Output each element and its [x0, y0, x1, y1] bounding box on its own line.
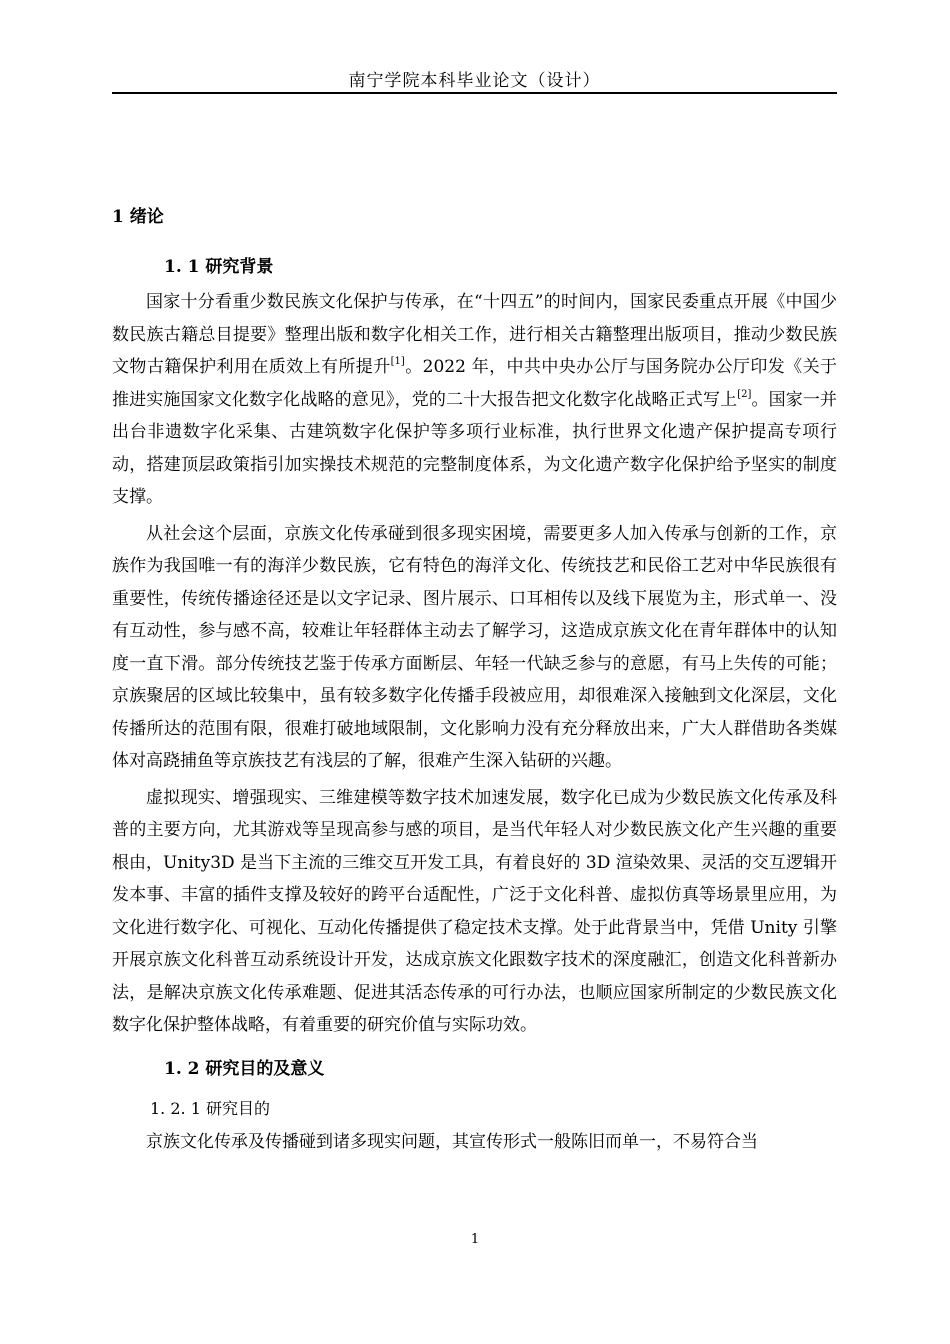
chapter-heading: 1 绪论	[112, 207, 164, 227]
paragraph-technology: 虚拟现实、增强现实、三维建模等数字技术加速发展，数字化已成为少数民族文化传承及科普的主要方向，尤其游戏等呈现高参与感的项目，是当代年轻人对少数民族文化产生兴趣的重要根由，Unity3D 是当下主流的三维交互开发工具，有着良好的 3D 渲染效果、灵活的交互逻辑开发本事、丰富的插件支撑及较好的跨平台适配性，广泛于文化科普、虚拟仿真等场景里应用，为文化进行数字化、可视化、互动化传播提供了稳定技术支撑。处于此背景当中，凭借 Unity 引擎开展京族文化科普互动系统设计开发，达成京族文化跟数字技术的深度融汇，创造文化科普新办法，是解决京族文化传承难题、促进其活态传承的可行办法，也顺应国家所制定的少数民族文化数字化保护整体战略，有着重要的研究价值与实际功效。	[112, 787, 837, 1035]
section-heading-purpose: 1. 2 研究目的及意义	[164, 1058, 325, 1079]
running-header: 南宁学院本科毕业论文（设计）	[348, 71, 601, 91]
paragraph-social: 从社会这个层面，京族文化传承碰到很多现实困境，需要更多人加入传承与创新的工作，京族作为我国唯一有的海洋少数民族，它有特色的海洋文化、传统技艺和民俗工艺对中华民族很有重要性，传统传播途径还是以文字记录、图片展示、口耳相传以及线下展览为主，形式单一、没有互动性，参与感不高，较难让年轻群体主动去了解学习，这造成京族文化在青年群体中的认知度一直下滑。部分传统技艺鉴于传承方面断层、年轻一代缺乏参与的意愿，有马上失传的可能；京族聚居的区域比较集中，虽有较多数字化传播手段被应用，却很难深入接触到文化深层，文化传播所达的范围有限，很难打破地域限制，文化影响力没有充分释放出来，广大人群借助各类媒体对高跷捕鱼等京族技艺有浅层的了解，很难产生深入钻研的兴趣。	[112, 523, 837, 771]
paragraph-text: 。国家一并出台非遗数字化采集、古建筑数字化保护等多项行业标准，执行世界文化遗产保护提高专项行动，搭建顶层政策指引加实操技术规范的完整制度体系，为文化遗产数字化保护给予坚实的制度支撑。	[112, 389, 838, 507]
paragraph-goal: 京族文化传承及传播碰到诸多现实问题，其宣传形式一般陈旧而单一，不易符合当	[146, 1131, 758, 1152]
page-number: 1	[470, 1232, 480, 1247]
citation-ref: [1]	[390, 356, 405, 367]
section-heading-background: 1. 1 研究背景	[164, 257, 274, 277]
paragraph-policy	[112, 286, 837, 514]
citation-ref: [2]	[737, 388, 752, 400]
paragraph-text: 。2022 年，中共中央办公厅与国务院办公厅印发《关于推进实施国家文化数字化战略的意见》，党的二十大报告把文化数字化战略正式写上	[112, 357, 838, 410]
subsection-heading-goal: 1. 2. 1 研究目的	[150, 1098, 270, 1118]
header-divider	[112, 92, 837, 94]
paragraph-text: 国家十分看重少数民族文化保护与传承，在“十四五”的时间内，国家民委重点开展《中国少数民族古籍总目提要》整理出版和数字化相关工作，进行相关古籍整理出版项目，推动少数民族文物古籍保护利用在质效上有所提升	[112, 292, 837, 377]
page-body	[112, 202, 837, 1158]
